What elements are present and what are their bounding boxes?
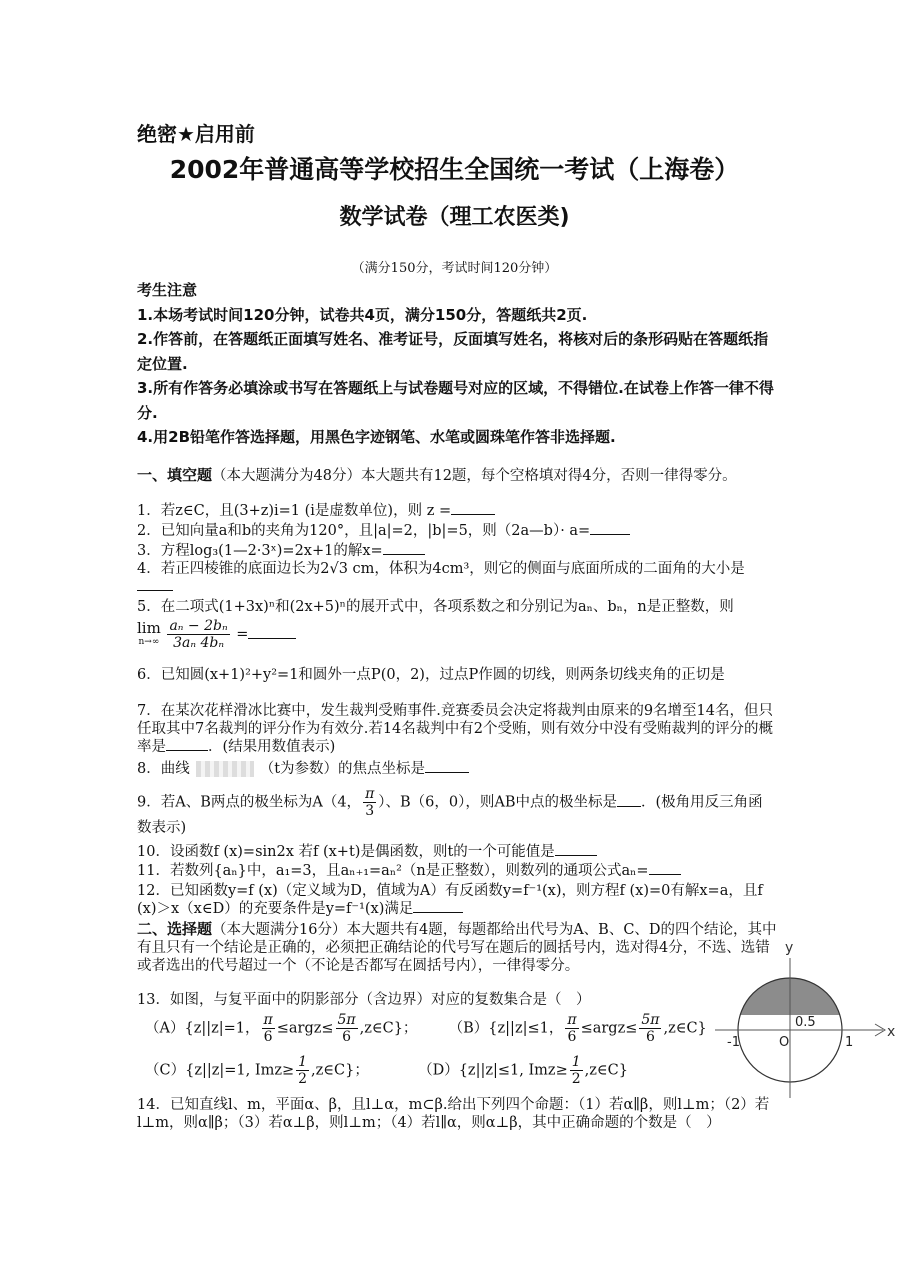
- question-8: [137, 760, 777, 778]
- option-b-end: ,z∈C}: [663, 1020, 707, 1037]
- question-3: [137, 542, 777, 560]
- note-item: 1.本场考试时间120分钟，试卷共4页，满分150分，答题纸共2页.: [137, 305, 588, 324]
- origin-label: O: [779, 1035, 790, 1050]
- question-11: [137, 862, 777, 880]
- fraction-denominator: 3: [365, 803, 375, 819]
- option-a-end: ,z∈C}；: [359, 1020, 418, 1037]
- section-desc: （本大题满分16分）本大题共有4题，每题都给出代号为A、B、C、D的四个结论，其中有且只有一个结论是正确的，必须把正确结论的代号写在题后的圆括号内，选对得4分，不选、选错或者选出的代号超过一个（不论是否都写在圆括号内），一律得零分。: [137, 922, 777, 974]
- question-text: 10．设函数f (x)=sin2x 若f (x+t)是偶函数，则t的一个可能值是: [137, 844, 555, 860]
- question-text: 3．方程log₃(1—2·3ˣ)=2x+1的解x=: [137, 543, 383, 559]
- question-5-limit: [137, 618, 397, 660]
- option-d: （D）{z||z|≤1, Imz≥: [418, 1062, 568, 1079]
- note-item: 4.用2B铅笔作答选择题，用黑色字迹钢笔、水笔或圆珠笔作答非选择题.: [137, 428, 616, 446]
- answer-blank: [425, 760, 469, 773]
- answer-blank: [383, 542, 425, 555]
- answer-blank: [413, 900, 463, 913]
- question-5: [137, 598, 777, 616]
- question-text: 6．已知圆(x+1)²+y²=1和圆外一点P(0，2)，过点P作圆的切线，则两条切线夹角的正切是: [137, 667, 725, 683]
- exam-subtitle: [0, 200, 909, 231]
- section-label: 一、填空题: [137, 466, 213, 484]
- answer-blank: [137, 578, 173, 591]
- question-text: 9．若A、B两点的极坐标为A（4，: [137, 794, 362, 811]
- section-choice: [137, 920, 777, 975]
- question-14: [137, 1096, 777, 1132]
- answer-blank: [590, 522, 630, 535]
- question-text-mid: ）、B（6，0），则AB中点的极坐标是: [378, 794, 617, 811]
- limit-symbol: lim: [137, 618, 161, 637]
- question-text: 5．在二项式(1+3x)ⁿ和(2x+5)ⁿ的展开式中，各项系数之和分别记为aₙ、bₙ，n是正整数，则: [137, 599, 734, 615]
- question-text: 11．若数列{aₙ}中，a₁=3，且aₙ₊₁=aₙ²（n是正整数），则数列的通项公式aₙ=: [137, 863, 649, 879]
- question-text: 4．若正四棱锥的底面边长为2√3 cm，体积为4cm³，则它的侧面与底面所成的二面角的大小是: [137, 561, 745, 577]
- subtitle-plain: 数学试卷: [339, 205, 428, 230]
- question-4: [137, 560, 777, 596]
- option-d-end: ,z∈C}: [584, 1062, 628, 1079]
- option-b-mid: ≤argz≤: [580, 1020, 638, 1037]
- question-text: 14．已知直线l、m，平面α、β，且l⊥α，m⊂β.给出下列四个命题：（1）若α∥β，则l⊥m；（2）若l⊥m，则α∥β；（3）若α⊥β，则l⊥m；（4）若l∥α，则α⊥β，其中正确命题的个数是（ ）: [137, 1097, 770, 1131]
- fraction-numerator: aₙ − 2bₙ: [169, 618, 228, 634]
- section-label: 二、选择题: [137, 920, 213, 938]
- fraction-denominator: 3aₙ 4bₙ: [173, 635, 224, 651]
- fraction-numerator: π: [567, 1012, 577, 1028]
- question-text-tail: （t为参数）的焦点坐标是: [259, 761, 426, 777]
- question-text: 12．已知函数y=f (x)（定义域为D，值域为A）有反函数y=f⁻¹(x)，则方程f (x)=0有解x=a，且f (x)＞x（x∈D）的充要条件是y=f⁻¹(x)满足: [137, 883, 763, 917]
- question-text: 7．在某次花样滑冰比赛中，发生裁判受贿事件.竞赛委员会决定将裁判由原来的9名增至14名，但只任取其中7名裁判的评分作为有效分.若14名裁判中有2个受贿，则有效分中没有受贿裁判的评分的概率是: [137, 703, 774, 755]
- answer-blank: [451, 502, 495, 515]
- pos-one-label: 1: [845, 1035, 854, 1050]
- limit-subscript: n→∞: [138, 636, 160, 647]
- fraction-numerator: 1: [298, 1054, 308, 1070]
- y-axis-label: y: [785, 940, 794, 956]
- answer-blank: [166, 738, 208, 751]
- question-text-tail: ．(极角用反三角函数表示): [137, 794, 763, 836]
- notes-heading: 考生注意: [137, 281, 198, 299]
- fraction-denominator: 6: [263, 1029, 273, 1045]
- question-text: 1．若z∈C，且(3+z)i=1 (i是虚数单位)，则 z =: [137, 503, 452, 519]
- equals-sign: =: [236, 626, 249, 643]
- fraction-denominator: 6: [342, 1029, 352, 1045]
- question-text: 13．如图，与复平面中的阴影部分（含边界）对应的复数集合是（ ）: [137, 992, 591, 1008]
- question-1: [137, 502, 777, 520]
- exam-title: 2002年普通高等学校招生全国统一考试（上海卷）: [169, 155, 740, 184]
- option-a-mid: ≤argz≤: [276, 1020, 334, 1037]
- option-c: （C）{z||z|=1, Imz≥: [145, 1062, 295, 1079]
- fraction-numerator: π: [263, 1012, 273, 1028]
- answer-blank: [248, 626, 296, 639]
- fraction-numerator: 1: [571, 1054, 581, 1070]
- question-10: [137, 843, 777, 861]
- neg-one-label: -1: [727, 1035, 740, 1050]
- secret-label: 绝密★启用前: [137, 122, 255, 146]
- note-item: 2.作答前，在答题纸正面填写姓名、准考证号，反面填写姓名，将核对后的条形码贴在答题纸指定位置.: [137, 330, 769, 373]
- option-c-end: ,z∈C}；: [311, 1062, 369, 1079]
- question-12: [137, 882, 777, 918]
- limit-fraction: [167, 618, 229, 651]
- answer-blank: [555, 843, 597, 856]
- answer-blank: [649, 862, 681, 875]
- fraction-denominator: 2: [298, 1071, 308, 1087]
- fraction-denominator: 2: [571, 1071, 581, 1087]
- half-label: 0.5: [795, 1015, 816, 1030]
- illegible-formula: [196, 761, 254, 777]
- section-desc: （本大题满分为48分）本大题共有12题，每个空格填对得4分，否则一律得零分。: [212, 468, 737, 484]
- question-text: 2．已知向量a和b的夹角为120°，且|a|=2，|b|=5，则（2a—b）· a=: [137, 523, 591, 539]
- fraction-denominator: 6: [645, 1029, 655, 1045]
- question-7: [137, 702, 777, 756]
- fraction-denominator: 6: [567, 1029, 577, 1045]
- full-mark-note: （满分150分，考试时间120分钟）: [351, 261, 558, 276]
- section-fill-in: [137, 466, 777, 485]
- fraction-numerator: 5π: [641, 1012, 660, 1028]
- question-text: 8．曲线: [137, 761, 190, 777]
- q13-options-cd: [145, 1054, 628, 1087]
- option-b: （B）{z||z|≤1，: [448, 1020, 564, 1037]
- q13-options-ab: [145, 1012, 707, 1045]
- question-6: [137, 666, 777, 684]
- answer-blank: [617, 794, 641, 807]
- x-axis-label: x: [887, 1024, 896, 1040]
- option-a: （A）{z||z|=1，: [145, 1020, 260, 1037]
- candidate-notes: [137, 278, 777, 450]
- angle-fraction: [363, 786, 376, 819]
- question-2: [137, 522, 777, 540]
- question-text-tail: ．(结果用数值表示): [208, 739, 336, 755]
- complex-plane-figure: [715, 938, 905, 1103]
- note-item: 3.所有作答务必填涂或书写在答题纸上与试卷题号对应的区域，不得错位.在试卷上作答一律不得分.: [137, 379, 774, 422]
- fraction-numerator: 5π: [337, 1012, 356, 1028]
- question-9: [137, 786, 777, 837]
- question-13: [137, 991, 737, 1009]
- subtitle-bold: （理工农医类): [427, 205, 570, 230]
- fraction-numerator: π: [365, 786, 375, 802]
